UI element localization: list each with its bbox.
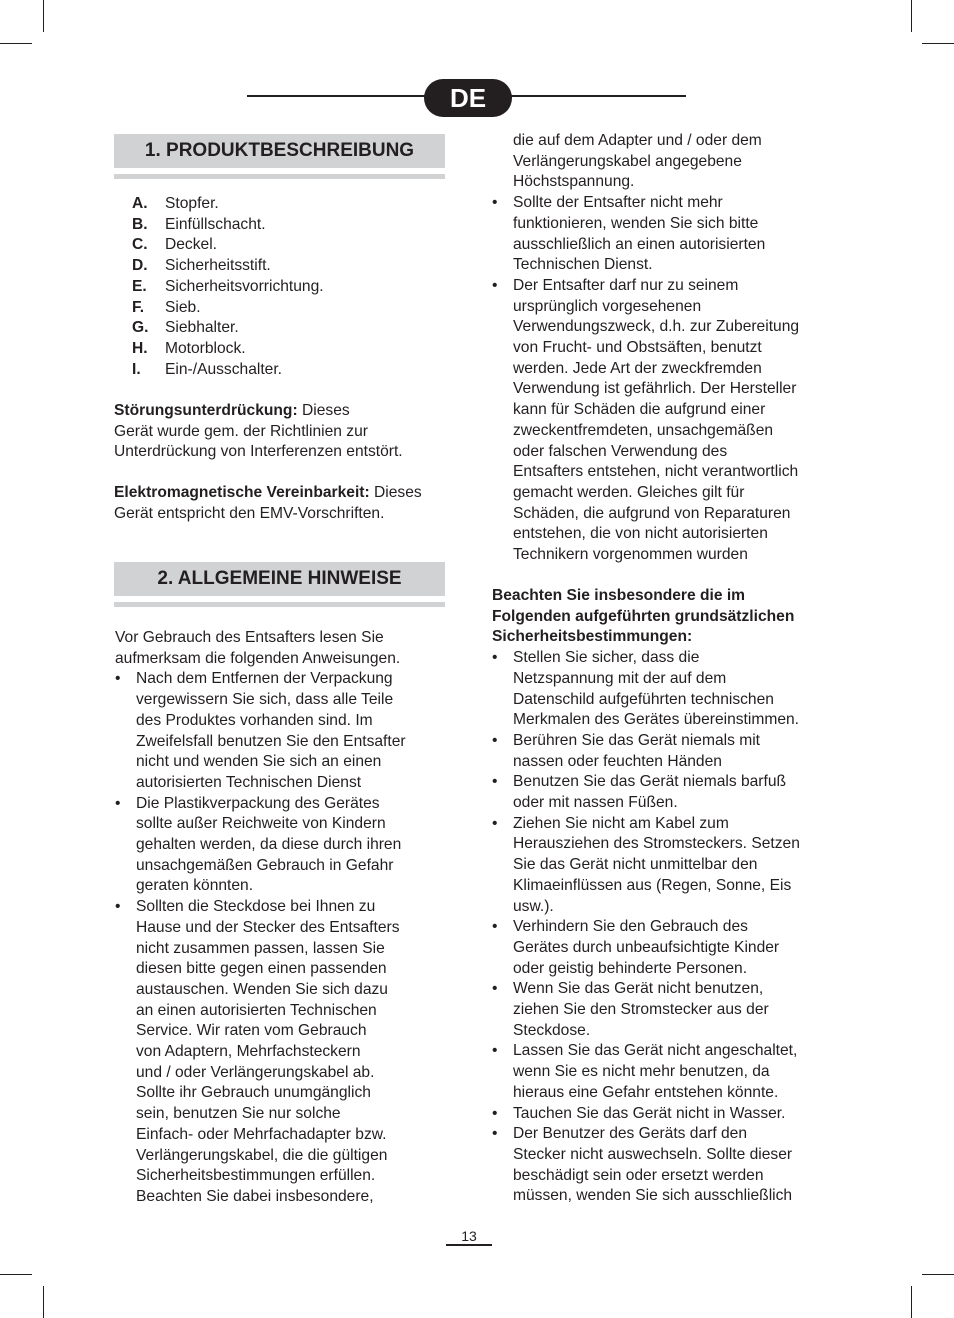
text-line: • Verhindern Sie den Gebrauch des	[513, 918, 748, 936]
text-line: Hause und der Stecker des Entsafters	[136, 918, 400, 936]
crop-mark	[911, 1286, 912, 1318]
text-line: hieraus eine Gefahr entstehen könnte.	[513, 1083, 779, 1101]
part-name: Stopfer.	[165, 195, 219, 212]
parts-list	[132, 194, 324, 380]
text-line: Netzspannung mit der auf dem	[513, 669, 727, 687]
text-line: • Benutzen Sie das Gerät niemals barfuß	[513, 773, 787, 791]
text-line: Stecker nicht auswechseln. Sollte dieser	[513, 1145, 793, 1163]
text-line: Datenschild aufgeführten technischen	[513, 690, 774, 708]
text-line: Unterdrückung von Interferenzen entstört.	[114, 443, 403, 461]
crop-mark	[911, 0, 912, 32]
text-line: beschädigt sein oder ersetzt werden	[513, 1166, 764, 1184]
text-line: vergewissern Sie sich, dass alle Teile	[136, 691, 394, 709]
text-line: funktionieren, wenden Sie sich bitte	[513, 214, 759, 232]
text-line: • Sollten die Steckdose bei Ihnen zu	[136, 898, 376, 916]
text-line: • Der Benutzer des Geräts darf den	[513, 1125, 748, 1143]
text-line: Sollte ihr Gebrauch unumgänglich	[136, 1084, 371, 1102]
text-line: • Sollte der Entsafter nicht mehr	[513, 194, 723, 212]
text-line: nassen oder feuchten Händen	[513, 752, 722, 770]
part-letter: G.	[132, 319, 149, 337]
text-line: Zweifelsfall benutzen Sie den Entsafter	[136, 732, 406, 750]
text-line: entstehen, die von nicht autorisierten	[513, 525, 768, 543]
text-line: an einen autorisierten Technischen	[136, 1001, 377, 1019]
text-line: wenn Sie es nicht mehr benutzen, da	[513, 1063, 770, 1081]
text-line: Merkmalen des Gerätes übereinstimmen.	[513, 711, 800, 729]
interference-paragraph	[114, 401, 454, 463]
text-line: • Berühren Sie das Gerät niemals mit	[513, 731, 761, 749]
text-line: geraten könnten.	[136, 877, 254, 895]
bullet-item	[492, 979, 837, 1041]
text-line: und / oder Verlängerungskabel ab.	[136, 1063, 375, 1081]
text-line: • Nach dem Entfernen der Verpackung	[136, 670, 393, 688]
part-name: Deckel.	[165, 236, 217, 254]
text-line: Verlängerungskabel, die die gültigen	[136, 1146, 388, 1164]
bullet-item	[492, 1124, 837, 1207]
part-letter: C.	[132, 236, 148, 254]
text-line: des Produktes vorhanden sind. Im	[136, 711, 373, 729]
safety-heading-line: Folgenden aufgeführten grundsätzlichen	[492, 607, 795, 625]
crop-mark	[0, 43, 32, 44]
bullet-item	[492, 276, 837, 566]
text-line: sollte außer Reichweite von Kindern	[136, 815, 386, 833]
text-line: Sie das Gerät nicht unmittelbar den	[513, 856, 758, 874]
text-line: Dieses	[374, 484, 422, 501]
page-number: 13	[461, 1228, 477, 1244]
crop-mark	[922, 1274, 954, 1275]
text-line: nicht und wenden Sie sich an einen	[136, 753, 382, 771]
page-number-rule	[446, 1244, 492, 1246]
text-line: oder falschen Verwendung des	[513, 442, 728, 460]
text-line: Klimaeinflüssen aus (Regen, Sonne, Eis	[513, 876, 792, 894]
text-line: • Stellen Sie sicher, dass die	[513, 649, 700, 667]
safety-heading-line: Sicherheitsbestimmungen:	[492, 628, 693, 646]
header-rule-left	[247, 95, 427, 97]
part-name: Einfüllschacht.	[165, 215, 266, 233]
text-line: Einfach- oder Mehrfachadapter bzw.	[136, 1125, 387, 1143]
right-column-text	[492, 131, 837, 566]
bullet-item	[115, 897, 455, 1208]
text-line: von Adaptern, Mehrfachsteckern	[136, 1043, 361, 1061]
emc-paragraph	[114, 483, 454, 524]
text-line: • Die Plastikverpackung des Gerätes	[136, 794, 380, 812]
part-letter: F.	[132, 298, 145, 316]
parts-list-item	[132, 339, 324, 360]
text-line: Beachten Sie dabei insbesondere,	[136, 1187, 374, 1205]
part-name: Sicherheitsvorrichtung.	[165, 277, 324, 295]
text-line: diesen bitte gegen einen passenden	[136, 960, 387, 978]
text-line: nicht zusammen passen, lassen Sie	[136, 939, 385, 957]
text-line: oder mit nassen Füßen.	[513, 794, 678, 812]
part-name: Motorblock.	[165, 339, 246, 357]
part-name: Sieb.	[165, 298, 201, 316]
text-line: zweckentfremdeten, unsachgemäßen	[513, 421, 774, 439]
parts-list-item	[132, 215, 324, 236]
interference-label: Störungsunterdrückung:	[114, 402, 298, 419]
bullet-item	[492, 1041, 837, 1103]
parts-list-item	[132, 318, 324, 339]
text-line: aufmerksam die folgenden Anweisungen.	[115, 649, 401, 667]
text-line: Entsafters entstehen, nicht verantwortlich	[513, 463, 799, 481]
text-line: • Ziehen Sie nicht am Kabel zum	[513, 814, 729, 832]
text-line: austauschen. Wenden Sie sich dazu	[136, 980, 388, 998]
text-line: Sicherheitsbestimmungen erfüllen.	[136, 1167, 376, 1185]
text-line: kann für Schäden die aufgrund einer	[513, 401, 766, 419]
text-line: Verlängerungskabel angegebene	[513, 152, 742, 170]
general-notes-list	[115, 669, 455, 1207]
bullet-item	[115, 794, 455, 898]
text-line: • Wenn Sie das Gerät nicht benutzen,	[513, 980, 764, 998]
text-line: • Tauchen Sie das Gerät nicht in Wasser.	[513, 1104, 786, 1122]
emc-label: Elektromagnetische Vereinbarkeit:	[114, 484, 370, 501]
text-line: ausschließlich an einen autorisierten	[513, 235, 766, 253]
part-letter: B.	[132, 215, 148, 233]
text-line: Steckdose.	[513, 1021, 591, 1039]
text-line: ziehen Sie den Stromstecker aus der	[513, 1001, 769, 1019]
part-letter: E.	[132, 277, 147, 295]
text-line: gehalten werden, da diese durch ihren	[136, 836, 402, 854]
bullet-item	[115, 669, 455, 793]
section-heading-product-description: 1. PRODUKTBESCHREIBUNG	[114, 134, 445, 168]
part-name: Siebhalter.	[165, 319, 239, 337]
text-line: Herausziehen des Stromsteckers. Setzen	[513, 835, 800, 853]
text-line: werden. Jede Art der zweckfremden	[513, 359, 762, 377]
section-heading-general-notes: 2. ALLGEMEINE HINWEISE	[114, 562, 445, 596]
parts-list-item	[132, 277, 324, 298]
crop-mark	[922, 43, 954, 44]
text-line: die auf dem Adapter und / oder dem	[513, 132, 762, 149]
part-letter: H.	[132, 339, 148, 357]
text-line: Technischen Dienst.	[513, 256, 653, 274]
bullet-item	[492, 193, 837, 276]
text-line: Dieses	[302, 402, 350, 419]
text-line: von Frucht- und Obstsäften, benutzt	[513, 339, 762, 357]
continuation-paragraph	[492, 131, 837, 193]
safety-rules-list	[492, 648, 837, 1207]
part-letter: A.	[132, 195, 148, 212]
crop-mark	[0, 1274, 32, 1275]
crop-mark	[43, 0, 44, 32]
language-badge: DE	[424, 79, 512, 117]
text-line: Gerätes durch unbeaufsichtigte Kinder	[513, 938, 780, 956]
bullet-item	[492, 731, 837, 772]
text-line: Vor Gebrauch des Entsafters lesen Sie	[115, 629, 384, 646]
text-line: Schäden, die aufgrund von Reparaturen	[513, 504, 791, 522]
bullet-item	[492, 648, 837, 731]
text-line: sein, benutzen Sie nur solche	[136, 1105, 341, 1123]
text-line: Gerät wurde gem. der Richtlinien zur	[114, 422, 368, 440]
text-line: Service. Wir raten vom Gebrauch	[136, 1022, 367, 1040]
text-line: Höchstspannung.	[513, 173, 635, 191]
parts-list-item	[132, 360, 324, 381]
part-letter: D.	[132, 257, 148, 275]
part-name: Sicherheitsstift.	[165, 257, 271, 275]
header-rule-right	[509, 95, 686, 97]
general-notes-text	[115, 628, 455, 1208]
crop-mark	[43, 1286, 44, 1318]
text-line: oder geistig behinderte Personen.	[513, 959, 748, 977]
parts-list-item	[132, 235, 324, 256]
parts-list-item	[132, 256, 324, 277]
part-name: Ein-/Ausschalter.	[165, 360, 283, 378]
text-line: ursprünglich vorgesehenen	[513, 297, 702, 315]
text-line: autorisierten Technischen Dienst	[136, 773, 362, 791]
bullet-item	[492, 1104, 837, 1125]
parts-list-item	[132, 194, 324, 215]
safety-heading-line: Beachten Sie insbesondere die im	[492, 587, 746, 604]
text-line: Technikern vorgenommen wurden	[513, 546, 748, 564]
parts-list-item	[132, 298, 324, 319]
text-line: • Lassen Sie das Gerät nicht angeschaltet,	[513, 1042, 798, 1060]
right-notes-list	[492, 193, 837, 566]
text-line: Verwendung ist gefährlich. Der Hersteller	[513, 380, 797, 398]
bullet-item	[492, 814, 837, 918]
bullet-item	[492, 917, 837, 979]
bullet-item	[492, 772, 837, 813]
text-line: müssen, wenden Sie sich ausschließlich	[513, 1187, 793, 1205]
text-line: gemacht werden. Gleiches gilt für	[513, 483, 745, 501]
text-line: Gerät entspricht den EMV-Vorschriften.	[114, 504, 385, 522]
safety-section	[492, 586, 837, 1207]
text-line: Verwendungszweck, d.h. zur Zubereitung	[513, 318, 800, 336]
text-line: • Der Entsafter darf nur zu seinem	[513, 276, 739, 294]
text-line: unsachgemäßen Gebrauch in Gefahr	[136, 856, 394, 874]
text-line: usw.).	[513, 897, 554, 915]
part-letter: I.	[132, 360, 141, 378]
